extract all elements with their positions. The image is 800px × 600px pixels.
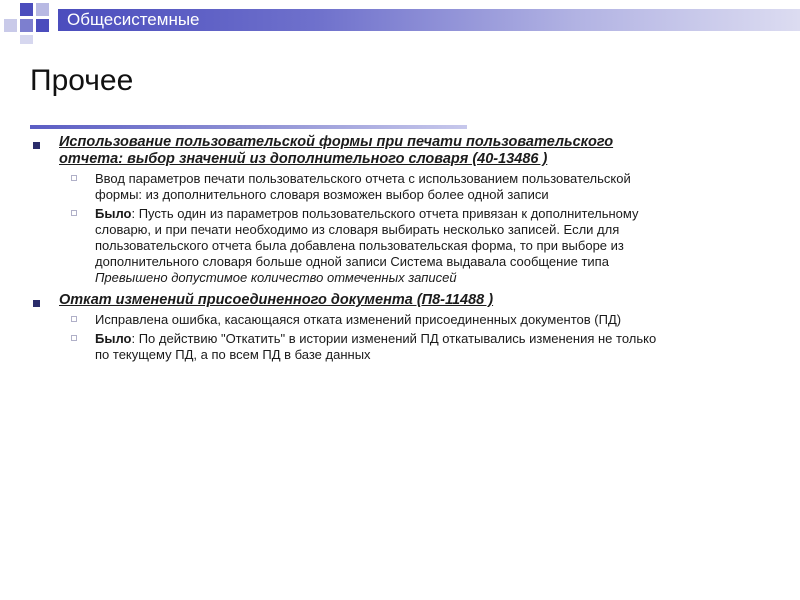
sub-item — [59, 331, 780, 363]
sub-item-text — [95, 171, 780, 203]
checker-square — [20, 19, 33, 32]
decorative-checker-pattern — [0, 0, 60, 44]
square-bullet-icon — [33, 142, 40, 149]
item-heading — [59, 292, 780, 309]
item-heading-line: Откат изменений присоединенного документа (П8-11488 ) — [59, 292, 494, 308]
section-label: Общесистемные — [67, 10, 200, 29]
list-item — [30, 134, 780, 286]
square-bullet-icon — [33, 300, 40, 307]
hollow-square-bullet-icon — [71, 210, 77, 216]
text-line: словарю, и при печати необходимо из словаря выбирать несколько записей. Если для — [95, 222, 620, 237]
checker-square — [36, 3, 49, 16]
sub-item — [59, 171, 780, 203]
item-heading-line: Использование пользовательской формы при печати пользовательского — [59, 134, 614, 150]
text-fragment: : Пусть один из параметров пользовательского отчета привязан к дополнительному — [131, 206, 639, 221]
sub-item-text — [95, 206, 780, 286]
item-heading-line: отчета: выбор значений из дополнительного словаря (40-13486 ) — [59, 151, 548, 167]
sub-item-text — [95, 331, 780, 363]
checker-square — [36, 19, 49, 32]
hollow-square-bullet-icon — [71, 335, 77, 341]
text-line: формы: из дополнительного словаря возможен выбор более одной записи — [95, 187, 549, 202]
hollow-square-bullet-icon — [71, 316, 77, 322]
item-heading — [59, 134, 780, 168]
sub-item-text — [95, 312, 780, 328]
text-line — [95, 206, 780, 222]
text-fragment: : По действию "Откатить" в истории изменений ПД откатывались изменения не только — [131, 331, 657, 346]
sub-item — [59, 206, 780, 286]
hollow-square-bullet-icon — [71, 175, 77, 181]
was-label: Было — [95, 206, 132, 221]
sub-list — [59, 312, 780, 363]
text-line: пользовательского отчета была добавлена пользовательская форма, то при выборе из — [95, 238, 624, 253]
checker-square — [20, 3, 33, 16]
sub-item — [59, 312, 780, 328]
sub-list — [59, 171, 780, 286]
page-title: Прочее — [30, 64, 134, 97]
error-message-text: Превышено допустимое количество отмеченных записей — [95, 270, 457, 285]
slide-content — [30, 134, 780, 363]
text-line — [95, 331, 780, 347]
header-bar — [0, 0, 800, 35]
was-label: Было — [95, 331, 132, 346]
title-underline-rule — [30, 125, 467, 129]
text-line: по текущему ПД, а по всем ПД в базе данных — [95, 347, 371, 362]
checker-square — [4, 19, 17, 32]
checker-square — [20, 35, 33, 44]
text-line: Ввод параметров печати пользовательского отчета с использованием пользовательской — [95, 171, 631, 186]
list-item — [30, 292, 780, 363]
text-line: Исправлена ошибка, касающаяся отката изменений присоединенных документов (ПД) — [95, 312, 622, 327]
text-line: дополнительного словаря больше одной записи Система выдавала сообщение типа — [95, 254, 609, 269]
